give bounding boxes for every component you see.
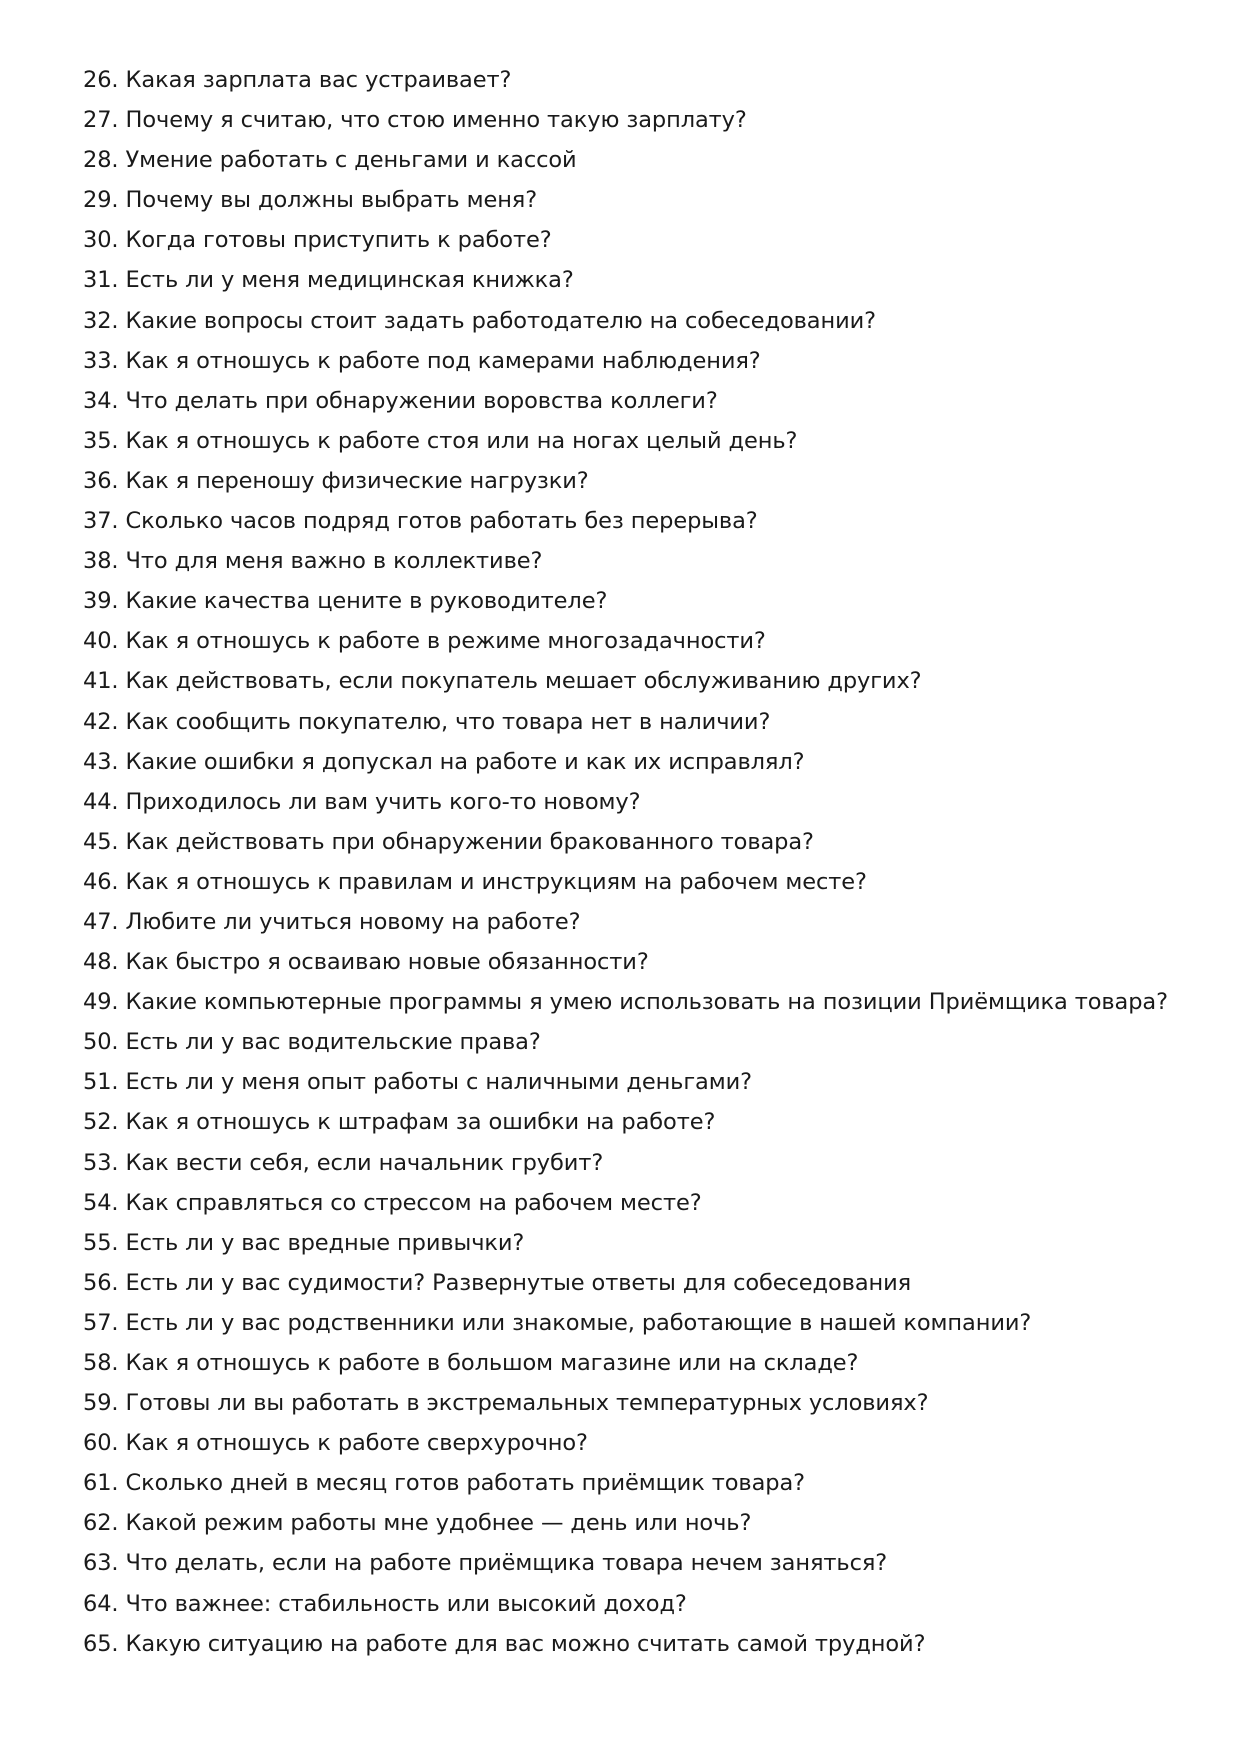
list-item — [83, 301, 1203, 341]
question-text: Есть ли у вас судимости? Развернутые ответы для собеседования — [125, 1269, 912, 1296]
question-number: 40. — [83, 628, 119, 655]
question-number: 53. — [83, 1149, 119, 1176]
list-item — [83, 942, 1203, 982]
question-text: Сколько дней в месяц готов работать приёмщик товара? — [125, 1470, 805, 1497]
question-number: 51. — [83, 1069, 119, 1096]
list-item — [83, 1223, 1203, 1263]
list-item — [83, 541, 1203, 581]
list-item — [83, 1143, 1203, 1183]
question-text: Как вести себя, если начальник грубит? — [125, 1149, 604, 1176]
question-text: Что делать, если на работе приёмщика товара нечем заняться? — [125, 1550, 888, 1577]
list-item — [83, 1102, 1203, 1142]
question-number: 38. — [83, 548, 119, 575]
list-item — [83, 1303, 1203, 1343]
list-item — [83, 1543, 1203, 1583]
question-number: 64. — [83, 1590, 119, 1617]
question-text: Какую ситуацию на работе для вас можно считать самой трудной? — [125, 1630, 926, 1657]
list-item — [83, 501, 1203, 541]
question-text: Какая зарплата вас устраивает? — [125, 67, 512, 93]
question-number: 27. — [83, 107, 119, 134]
question-number: 42. — [83, 708, 119, 735]
question-text: Готовы ли вы работать в экстремальных температурных условиях? — [125, 1390, 929, 1417]
question-text: Почему я считаю, что стою именно такую зарплату? — [125, 107, 747, 134]
list-item — [83, 421, 1203, 461]
list-item — [83, 140, 1203, 180]
list-item — [83, 220, 1203, 260]
list-item — [83, 1584, 1203, 1624]
question-number: 36. — [83, 467, 119, 494]
list-item — [83, 661, 1203, 701]
question-text: Как я отношусь к работе сверхурочно? — [125, 1430, 588, 1457]
list-item — [83, 60, 1203, 100]
question-text: Что для меня важно в коллективе? — [125, 548, 543, 575]
list-item — [83, 581, 1203, 621]
question-number: 58. — [83, 1350, 119, 1376]
list-item — [83, 782, 1203, 822]
list-item — [83, 381, 1203, 421]
question-text: Когда готовы приступить к работе? — [125, 227, 552, 254]
question-number: 43. — [83, 748, 119, 775]
list-item — [83, 180, 1203, 220]
question-text: Сколько часов подряд готов работать без перерыва? — [125, 508, 758, 535]
question-number: 44. — [83, 788, 119, 815]
list-item — [83, 260, 1203, 300]
question-text: Любите ли учиться новому на работе? — [125, 908, 581, 935]
question-text: Как я отношусь к работе под камерами наблюдения? — [125, 347, 761, 374]
list-item — [83, 1624, 1203, 1664]
question-number: 65. — [83, 1630, 119, 1657]
question-text: Приходилось ли вам учить кого-то новому? — [125, 788, 641, 815]
question-number: 41. — [83, 668, 119, 695]
question-text: Есть ли у вас родственники или знакомые, работающие в нашей компании? — [125, 1309, 1032, 1336]
question-number: 61. — [83, 1470, 119, 1497]
question-number: 28. — [83, 147, 119, 174]
question-text: Как быстро я осваиваю новые обязанности? — [125, 949, 649, 976]
question-text: Что делать при обнаружении воровства коллеги? — [125, 387, 718, 414]
question-number: 54. — [83, 1189, 119, 1216]
list-item — [83, 862, 1203, 902]
question-text: Как я переношу физические нагрузки? — [125, 467, 589, 494]
question-text: Какой режим работы мне удобнее — день или ночь? — [125, 1510, 752, 1537]
question-text: Как я отношусь к правилам и инструкциям на рабочем месте? — [125, 868, 867, 895]
list-item — [83, 1263, 1203, 1303]
question-number: 60. — [83, 1430, 119, 1457]
question-text: Как сообщить покупателю, что товара нет в наличии? — [125, 708, 771, 735]
question-text: Какие компьютерные программы я умею использовать на позиции Приёмщика товара? — [125, 989, 1168, 1016]
question-number: 33. — [83, 347, 119, 374]
question-text: Как я отношусь к работе в режиме многозадачности? — [125, 628, 766, 655]
list-item — [83, 461, 1203, 501]
question-text: Как я отношусь к штрафам за ошибки на работе? — [125, 1109, 716, 1136]
question-number: 56. — [83, 1269, 119, 1296]
question-number: 50. — [83, 1029, 119, 1056]
question-number: 26. — [83, 67, 119, 93]
question-number: 63. — [83, 1550, 119, 1577]
list-item — [83, 1463, 1203, 1503]
question-list — [83, 60, 1203, 1664]
question-text: Какие качества цените в руководителе? — [125, 588, 608, 615]
question-text: Есть ли у вас водительские права? — [125, 1029, 541, 1056]
question-number: 39. — [83, 588, 119, 615]
question-text: Как действовать при обнаружении бракованного товара? — [125, 828, 814, 855]
question-text: Как действовать, если покупатель мешает обслуживанию других? — [125, 668, 922, 695]
question-text: Какие ошибки я допускал на работе и как их исправлял? — [125, 748, 805, 775]
question-number: 55. — [83, 1229, 119, 1256]
list-item — [83, 341, 1203, 381]
list-item — [83, 1183, 1203, 1223]
list-item — [83, 982, 1203, 1022]
question-text: Есть ли у вас вредные привычки? — [125, 1229, 525, 1256]
question-number: 29. — [83, 187, 119, 214]
question-text: Что важнее: стабильность или высокий доход? — [125, 1590, 687, 1617]
question-text: Умение работать с деньгами и кассой — [125, 147, 577, 174]
list-item — [83, 822, 1203, 862]
question-text: Как справляться со стрессом на рабочем месте? — [125, 1189, 702, 1216]
list-item — [83, 1022, 1203, 1062]
question-number: 34. — [83, 387, 119, 414]
list-item — [83, 1503, 1203, 1543]
question-text: Как я отношусь к работе в большом магазине или на складе? — [125, 1350, 859, 1376]
question-text: Есть ли у меня медицинская книжка? — [125, 267, 574, 294]
question-text: Какие вопросы стоит задать работодателю на собеседовании? — [125, 307, 876, 334]
question-number: 32. — [83, 307, 119, 334]
question-number: 35. — [83, 427, 119, 454]
list-item — [83, 1062, 1203, 1102]
question-number: 31. — [83, 267, 119, 294]
list-item — [83, 742, 1203, 782]
question-text: Как я отношусь к работе стоя или на ногах целый день? — [125, 427, 798, 454]
question-number: 57. — [83, 1309, 119, 1336]
question-number: 47. — [83, 908, 119, 935]
list-item — [83, 100, 1203, 140]
list-item — [83, 621, 1203, 661]
list-item — [83, 1383, 1203, 1423]
list-item — [83, 902, 1203, 942]
list-item — [83, 702, 1203, 742]
question-number: 62. — [83, 1510, 119, 1537]
question-number: 46. — [83, 868, 119, 895]
question-number: 45. — [83, 828, 119, 855]
question-number: 48. — [83, 949, 119, 976]
question-number: 52. — [83, 1109, 119, 1136]
list-item — [83, 1423, 1203, 1463]
question-text: Есть ли у меня опыт работы с наличными деньгами? — [125, 1069, 752, 1096]
question-number: 59. — [83, 1390, 119, 1417]
list-item — [83, 1343, 1203, 1383]
question-number: 30. — [83, 227, 119, 254]
question-text: Почему вы должны выбрать меня? — [125, 187, 538, 214]
question-number: 37. — [83, 508, 119, 535]
question-number: 49. — [83, 989, 119, 1016]
